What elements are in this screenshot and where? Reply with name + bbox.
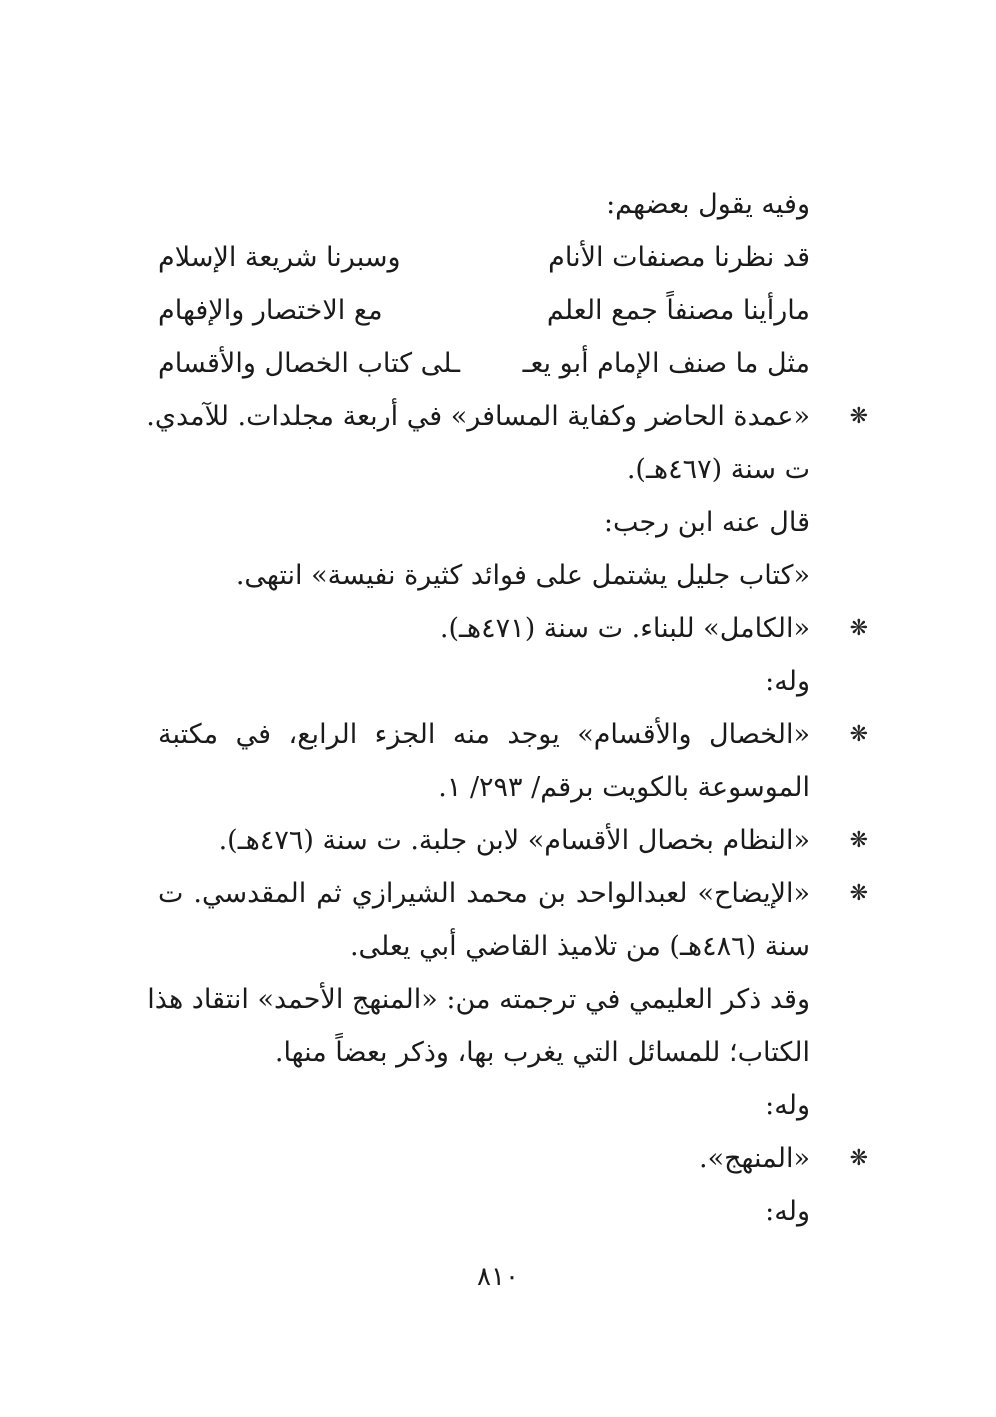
bullet-item-text: «النظام بخصال الأقسام» لابن جلبة. ت سنة (٤٧٦هـ). bbox=[218, 825, 810, 856]
wa-lahu-line: وله: bbox=[765, 1090, 810, 1121]
quote-line: «كتاب جليل يشتمل على فوائد كثيرة نفيسة» انتهى. bbox=[235, 560, 810, 591]
bullet-star-icon: ❋ bbox=[849, 881, 868, 906]
verse-2-second-hemistich: مع الاختصار والإفهام bbox=[158, 295, 383, 326]
bullet-star-icon: ❋ bbox=[849, 722, 868, 747]
bullet-item-khisal bbox=[158, 708, 868, 761]
wa-lahu-line: وله: bbox=[765, 666, 810, 697]
poem-verse-2 bbox=[158, 284, 810, 337]
page-number: ٨١٠ bbox=[477, 1262, 519, 1292]
verse-1-second-hemistich: وسبرنا شريعة الإسلام bbox=[158, 242, 401, 273]
bullet-item-umdat bbox=[146, 390, 868, 443]
bullet-item-nizam bbox=[158, 814, 868, 867]
quote-intro-line: قال عنه ابن رجب: bbox=[603, 507, 810, 538]
bullet-item-text: «عمدة الحاضر وكفاية المسافر» في أربعة مجلدات. للآمدي. bbox=[146, 401, 810, 432]
verse-1-first-hemistich: قد نظرنا مصنفات الأنام bbox=[548, 242, 810, 273]
bullet-item-continuation: الموسوعة بالكويت برقم/ ٢٩٣/ ١. bbox=[438, 772, 810, 803]
bullet-star-icon: ❋ bbox=[849, 404, 868, 429]
bullet-item-kamil bbox=[158, 602, 868, 655]
verse-3-first-hemistich: مثل ما صنف الإمام أبو يعـ bbox=[522, 348, 810, 379]
wa-lahu-line: وله: bbox=[765, 1196, 810, 1227]
bullet-item-text: «المنهج». bbox=[699, 1143, 810, 1174]
verse-2-first-hemistich: مارأينا مصنفاً جمع العلم bbox=[546, 295, 810, 326]
bullet-star-icon: ❋ bbox=[849, 1146, 868, 1171]
poem-verse-3 bbox=[158, 337, 810, 390]
bullet-item-text: «الكامل» للبناء. ت سنة (٤٧١هـ). bbox=[439, 613, 810, 644]
poem-verse-1 bbox=[158, 231, 810, 284]
bullet-item-continuation: ت سنة (٤٦٧هـ). bbox=[626, 454, 810, 485]
bullet-star-icon: ❋ bbox=[849, 828, 868, 853]
bullet-item-manhaj bbox=[158, 1132, 868, 1185]
verse-3-second-hemistich: ـلى كتاب الخصال والأقسام bbox=[158, 348, 461, 379]
bullet-item-text: «الإيضاح» لعبدالواحد بن محمد الشيرازي ثم المقدسي. ت bbox=[158, 878, 810, 909]
bullet-item-text: «الخصال والأقسام» يوجد منه الجزء الرابع، في مكتبة bbox=[158, 719, 810, 750]
intro-line: وفيه يقول بعضهم: bbox=[606, 189, 810, 220]
body-text bbox=[146, 178, 868, 1238]
bullet-star-icon: ❋ bbox=[849, 616, 868, 641]
bullet-item-idah bbox=[158, 867, 868, 920]
bullet-item-continuation: سنة (٤٨٦هـ) من تلاميذ القاضي أبي يعلى. bbox=[349, 931, 810, 962]
paragraph-line: الكتاب؛ للمسائل التي يغرب بها، وذكر بعضاً منها. bbox=[274, 1037, 810, 1068]
paragraph-line: وقد ذكر العليمي في ترجمته من: «المنهج الأحمد» انتقاد هذا bbox=[147, 984, 810, 1015]
